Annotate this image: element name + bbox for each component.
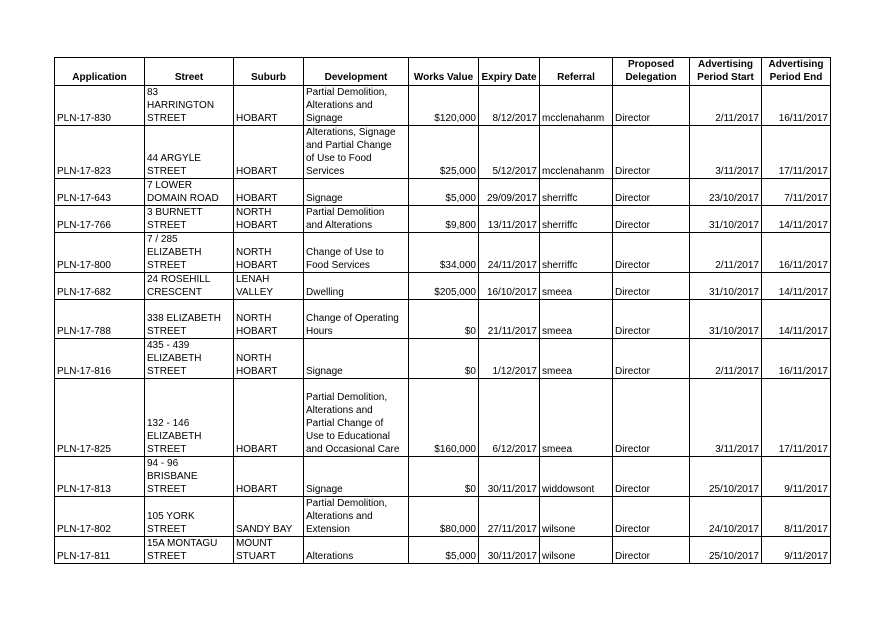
- cell-period-start: 3/11/2017: [690, 126, 762, 179]
- table-row: [55, 497, 831, 537]
- cell-period-start: 2/11/2017: [690, 339, 762, 379]
- cell-expiry-date: 24/11/2017: [479, 233, 540, 273]
- header-suburb: Suburb: [234, 58, 304, 86]
- cell-suburb: HOBART: [234, 126, 304, 179]
- header-works-value: Works Value: [409, 58, 479, 86]
- header-development: Development: [304, 58, 409, 86]
- cell-delegation: Director: [613, 379, 690, 457]
- cell-suburb: MOUNT STUART: [234, 537, 304, 564]
- cell-street: 3 BURNETT STREET: [145, 206, 234, 233]
- cell-expiry-date: 5/12/2017: [479, 126, 540, 179]
- cell-referral: smeea: [540, 273, 613, 300]
- cell-expiry-date: 13/11/2017: [479, 206, 540, 233]
- table-row: [55, 379, 831, 457]
- cell-referral: widdowsont: [540, 457, 613, 497]
- table-row: [55, 273, 831, 300]
- cell-referral: sherriffc: [540, 206, 613, 233]
- cell-development: Partial Demolition, Alterations and Partial Change of Use to Educational and Occasional Care: [304, 379, 409, 457]
- cell-application: PLN-17-811: [55, 537, 145, 564]
- cell-street: 15A MONTAGU STREET: [145, 537, 234, 564]
- header-advertising-period-start: Advertising Period Start: [690, 58, 762, 86]
- cell-development: Change of Use to Food Services: [304, 233, 409, 273]
- cell-suburb: HOBART: [234, 457, 304, 497]
- cell-delegation: Director: [613, 233, 690, 273]
- header-proposed-delegation: Proposed Delegation: [613, 58, 690, 86]
- cell-suburb: HOBART: [234, 179, 304, 206]
- cell-suburb: NORTH HOBART: [234, 206, 304, 233]
- cell-period-start: 25/10/2017: [690, 457, 762, 497]
- cell-development: Partial Demolition, Alterations and Extension: [304, 497, 409, 537]
- cell-period-start: 31/10/2017: [690, 300, 762, 339]
- table-row: [55, 537, 831, 564]
- header-referral: Referral: [540, 58, 613, 86]
- table-body: [55, 86, 831, 564]
- cell-delegation: Director: [613, 206, 690, 233]
- cell-delegation: Director: [613, 273, 690, 300]
- table-row: [55, 206, 831, 233]
- cell-application: PLN-17-802: [55, 497, 145, 537]
- cell-expiry-date: 29/09/2017: [479, 179, 540, 206]
- table-header: [55, 58, 831, 86]
- cell-development: Alterations, Signage and Partial Change of Use to Food Services: [304, 126, 409, 179]
- header-application: Application: [55, 58, 145, 86]
- cell-application: PLN-17-800: [55, 233, 145, 273]
- cell-period-start: 31/10/2017: [690, 273, 762, 300]
- cell-period-end: 9/11/2017: [762, 537, 831, 564]
- cell-development: Change of Operating Hours: [304, 300, 409, 339]
- cell-street: 338 ELIZABETH STREET: [145, 300, 234, 339]
- cell-referral: mcclenahanm: [540, 126, 613, 179]
- cell-works-value: $0: [409, 339, 479, 379]
- cell-works-value: $5,000: [409, 179, 479, 206]
- cell-works-value: $0: [409, 300, 479, 339]
- cell-period-end: 7/11/2017: [762, 179, 831, 206]
- cell-expiry-date: 1/12/2017: [479, 339, 540, 379]
- cell-expiry-date: 8/12/2017: [479, 86, 540, 126]
- cell-period-start: 31/10/2017: [690, 206, 762, 233]
- cell-period-start: 2/11/2017: [690, 233, 762, 273]
- cell-development: Dwelling: [304, 273, 409, 300]
- cell-street: 94 - 96 BRISBANE STREET: [145, 457, 234, 497]
- cell-application: PLN-17-766: [55, 206, 145, 233]
- cell-delegation: Director: [613, 457, 690, 497]
- cell-period-start: 2/11/2017: [690, 86, 762, 126]
- cell-period-start: 24/10/2017: [690, 497, 762, 537]
- cell-referral: smeea: [540, 339, 613, 379]
- cell-period-end: 8/11/2017: [762, 497, 831, 537]
- cell-application: PLN-17-813: [55, 457, 145, 497]
- cell-street: 24 ROSEHILL CRESCENT: [145, 273, 234, 300]
- header-advertising-period-end: Advertising Period End: [762, 58, 831, 86]
- cell-street: 83 HARRINGTON STREET: [145, 86, 234, 126]
- table-row: [55, 86, 831, 126]
- cell-application: PLN-17-788: [55, 300, 145, 339]
- cell-expiry-date: 30/11/2017: [479, 457, 540, 497]
- applications-table: [54, 57, 831, 564]
- cell-street: 7 LOWER DOMAIN ROAD: [145, 179, 234, 206]
- table-row: [55, 300, 831, 339]
- cell-expiry-date: 30/11/2017: [479, 537, 540, 564]
- cell-suburb: LENAH VALLEY: [234, 273, 304, 300]
- cell-expiry-date: 6/12/2017: [479, 379, 540, 457]
- cell-period-start: 23/10/2017: [690, 179, 762, 206]
- cell-suburb: SANDY BAY: [234, 497, 304, 537]
- cell-expiry-date: 21/11/2017: [479, 300, 540, 339]
- cell-works-value: $9,800: [409, 206, 479, 233]
- cell-works-value: $0: [409, 457, 479, 497]
- cell-works-value: $34,000: [409, 233, 479, 273]
- cell-delegation: Director: [613, 497, 690, 537]
- cell-suburb: NORTH HOBART: [234, 233, 304, 273]
- table-row: [55, 339, 831, 379]
- cell-application: PLN-17-823: [55, 126, 145, 179]
- cell-street: 132 - 146 ELIZABETH STREET: [145, 379, 234, 457]
- cell-referral: smeea: [540, 379, 613, 457]
- cell-delegation: Director: [613, 300, 690, 339]
- header-street: Street: [145, 58, 234, 86]
- cell-period-end: 9/11/2017: [762, 457, 831, 497]
- cell-application: PLN-17-643: [55, 179, 145, 206]
- cell-period-end: 17/11/2017: [762, 126, 831, 179]
- cell-referral: wilsone: [540, 537, 613, 564]
- cell-period-end: 16/11/2017: [762, 339, 831, 379]
- cell-referral: wilsone: [540, 497, 613, 537]
- cell-street: 7 / 285 ELIZABETH STREET: [145, 233, 234, 273]
- cell-street: 435 - 439 ELIZABETH STREET: [145, 339, 234, 379]
- cell-referral: smeea: [540, 300, 613, 339]
- cell-period-end: 14/11/2017: [762, 300, 831, 339]
- cell-expiry-date: 27/11/2017: [479, 497, 540, 537]
- cell-works-value: $5,000: [409, 537, 479, 564]
- cell-street: 44 ARGYLE STREET: [145, 126, 234, 179]
- table-row: [55, 457, 831, 497]
- cell-works-value: $160,000: [409, 379, 479, 457]
- cell-period-end: 16/11/2017: [762, 86, 831, 126]
- cell-delegation: Director: [613, 179, 690, 206]
- cell-delegation: Director: [613, 339, 690, 379]
- header-row: [55, 58, 831, 86]
- cell-application: PLN-17-830: [55, 86, 145, 126]
- cell-application: PLN-17-682: [55, 273, 145, 300]
- cell-works-value: $25,000: [409, 126, 479, 179]
- header-expiry-date: Expiry Date: [479, 58, 540, 86]
- cell-development: Partial Demolition and Alterations: [304, 206, 409, 233]
- cell-period-start: 3/11/2017: [690, 379, 762, 457]
- cell-referral: sherriffc: [540, 233, 613, 273]
- table-row: [55, 179, 831, 206]
- cell-delegation: Director: [613, 126, 690, 179]
- cell-application: PLN-17-816: [55, 339, 145, 379]
- cell-suburb: NORTH HOBART: [234, 339, 304, 379]
- table-row: [55, 126, 831, 179]
- cell-period-start: 25/10/2017: [690, 537, 762, 564]
- cell-period-end: 17/11/2017: [762, 379, 831, 457]
- cell-development: Signage: [304, 457, 409, 497]
- cell-development: Signage: [304, 339, 409, 379]
- cell-suburb: HOBART: [234, 86, 304, 126]
- cell-referral: sherriffc: [540, 179, 613, 206]
- cell-period-end: 14/11/2017: [762, 206, 831, 233]
- cell-works-value: $205,000: [409, 273, 479, 300]
- cell-works-value: $120,000: [409, 86, 479, 126]
- cell-delegation: Director: [613, 86, 690, 126]
- cell-expiry-date: 16/10/2017: [479, 273, 540, 300]
- cell-development: Alterations: [304, 537, 409, 564]
- cell-works-value: $80,000: [409, 497, 479, 537]
- cell-suburb: NORTH HOBART: [234, 300, 304, 339]
- cell-period-end: 16/11/2017: [762, 233, 831, 273]
- cell-delegation: Director: [613, 537, 690, 564]
- cell-development: Partial Demolition, Alterations and Signage: [304, 86, 409, 126]
- cell-referral: mcclenahanm: [540, 86, 613, 126]
- cell-development: Signage: [304, 179, 409, 206]
- table-row: [55, 233, 831, 273]
- cell-application: PLN-17-825: [55, 379, 145, 457]
- cell-period-end: 14/11/2017: [762, 273, 831, 300]
- cell-suburb: HOBART: [234, 379, 304, 457]
- cell-street: 105 YORK STREET: [145, 497, 234, 537]
